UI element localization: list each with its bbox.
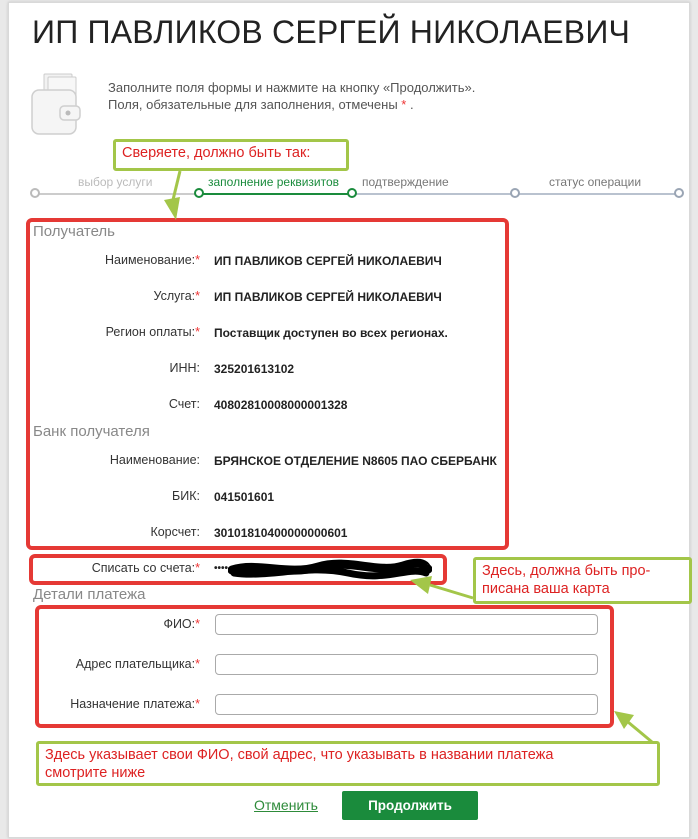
card-callout-line-1: Здесь, должна быть про- — [482, 563, 651, 579]
required-mark: * — [401, 97, 407, 112]
check-callout: Сверяете, должно быть так: — [113, 139, 349, 171]
recipient-section-title: Получатель — [33, 223, 115, 240]
step-label-3: подтверждение — [362, 175, 449, 189]
bank-name-label: Наименование: — [109, 453, 200, 467]
step-label-1: выбор услуги — [78, 175, 153, 189]
card-callout-line-2: писана ваша карта — [482, 581, 610, 597]
fio-label: ФИО:* — [163, 617, 200, 631]
payment-section-title: Детали платежа — [33, 586, 146, 603]
arrow-card-line — [430, 585, 473, 598]
inn-value: 325201613102 — [214, 362, 295, 376]
purpose-label: Назначение платежа:* — [70, 697, 200, 711]
continue-button[interactable]: Продолжить — [342, 791, 478, 820]
arrow-card-head — [410, 576, 432, 594]
cancel-link[interactable]: Отменить — [254, 797, 318, 813]
region-value: Поставщик доступен во всех регионах. — [214, 326, 448, 340]
step-label-2: заполнение реквизитов — [208, 175, 340, 189]
service-value: ИП ПАВЛИКОВ СЕРГЕЙ НИКОЛАЕВИЧ — [214, 290, 442, 304]
recipient-name-label: Наименование:* — [105, 253, 200, 267]
inn-label: ИНН: — [169, 361, 200, 375]
intro-line-2: Поля, обязательные для заполнения, отмечены * . — [108, 97, 414, 112]
bik-value: 041501601 — [214, 490, 275, 504]
region-label: Регион оплаты:* — [105, 325, 200, 339]
account-label: Счет: — [168, 397, 200, 411]
bank-section-title: Банк получателя — [33, 423, 150, 440]
debit-account-label: Списать со счета:* — [91, 561, 200, 575]
intro-line-1: Заполните поля формы и нажмите на кнопку «Продолжить». — [108, 80, 476, 95]
corr-label: Корсчет: — [150, 525, 200, 539]
step-label-4: статус операции — [549, 175, 642, 189]
account-value: 40802810008000001328 — [214, 398, 348, 412]
recipient-name-value: ИП ПАВЛИКОВ СЕРГЕЙ НИКОЛАЕВИЧ — [214, 254, 442, 268]
arrow-fio-line — [628, 722, 652, 742]
fio-callout-line-2: смотрите ниже — [45, 765, 146, 781]
debit-account-masked[interactable]: •••• — [214, 563, 229, 574]
service-label: Услуга:* — [153, 289, 200, 303]
fio-callout-line-1: Здесь указывает свои ФИО, свой адрес, что указывать в названии платежа — [45, 747, 554, 763]
address-label: Адрес плательщика:* — [75, 657, 200, 671]
corr-value: 30101810400000000601 — [214, 526, 348, 540]
page-title: ИП ПАВЛИКОВ СЕРГЕЙ НИКОЛАЕВИЧ — [32, 14, 631, 50]
arrow-check-head — [164, 197, 180, 220]
bik-label: БИК: — [172, 489, 200, 503]
bank-name-value: БРЯНСКОЕ ОТДЕЛЕНИЕ N8605 ПАО СБЕРБАНК — [214, 454, 497, 468]
